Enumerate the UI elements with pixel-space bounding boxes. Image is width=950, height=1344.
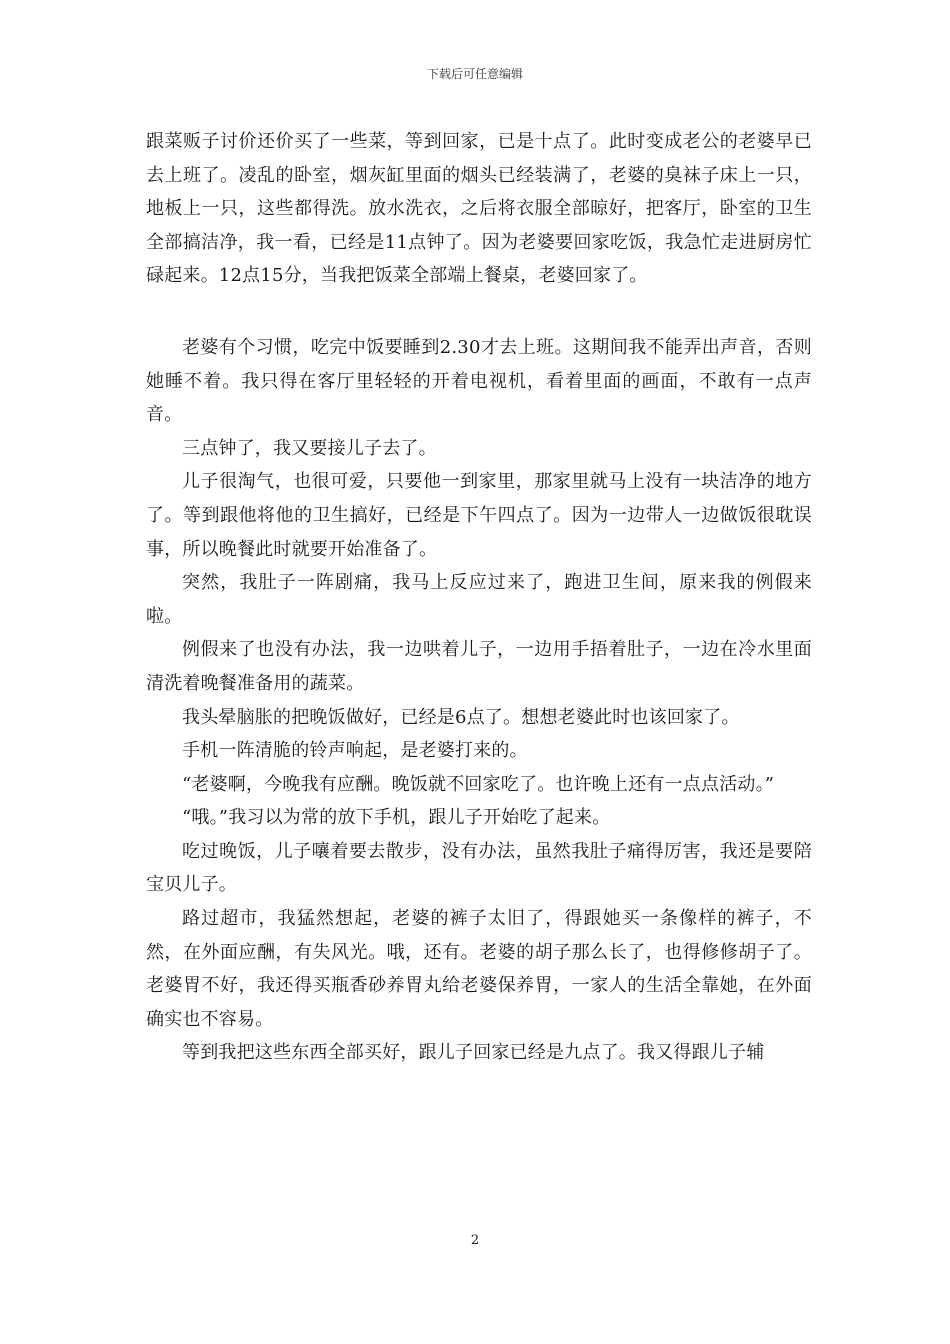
page-header: 下载后可任意编辑 bbox=[426, 67, 523, 81]
paragraph: 等到我把这些东西全部买好，跟儿子回家已经是九点了。我又得跟儿子辅 bbox=[182, 1042, 765, 1064]
paragraph: 儿子很淘气，也很可爱，只要他一到家里，那家里就马上没有一块洁净的地方了。等到跟他将他的卫生搞好，已经是下午四点了。因为一边带人一边做饭很耽误事，所以晚餐此时就要开始准备了。 bbox=[146, 471, 812, 560]
paragraph: 路过超市，我猛然想起，老婆的裤子太旧了，得跟她买一条像样的裤子，不然，在外面应酬，有失风光。哦，还有。老婆的胡子那么长了，也得修修胡子了。老婆胃不好，我还得买瓶香砂养胃丸给老婆保养胃，一家人的生活全靠她，在外面确实也不容易。 bbox=[146, 908, 812, 1030]
paragraph: 突然，我肚子一阵剧痛，我马上反应过来了，跑进卫生间，原来我的例假来啦。 bbox=[146, 572, 812, 627]
paragraph: 三点钟了，我又要接儿子去了。 bbox=[182, 437, 437, 459]
paragraph: 跟菜贩子讨价还价买了一些菜，等到回家，已是十点了。此时变成老公的老婆早已去上班了。凌乱的卧室，烟灰缸里面的烟头已经装满了，老婆的臭袜子床上一只，地板上一只，这些都得洗。放水洗衣，之后将衣服全部晾好，把客厅，卧室的卫生全部搞洁净，我一看，已经是11点钟了。因为老婆要回家吃饭，我急忙走进厨房忙碌起来。12点15分，当我把饭菜全部端上餐桌，老婆回家了。 bbox=[146, 131, 812, 287]
paragraph: 我头晕脑胀的把晚饭做好，已经是6点了。想想老婆此时也该回家了。 bbox=[182, 706, 740, 728]
paragraph-gap bbox=[146, 293, 812, 331]
paragraph: 吃过晚饭，儿子嚷着要去散步，没有办法，虽然我肚子痛得厉害，我还是要陪宝贝儿子。 bbox=[146, 840, 812, 896]
paragraph: “老婆啊，今晚我有应酬。晚饭就不回家吃了。也许晚上还有一点点活动。” bbox=[182, 773, 775, 795]
paragraph: 手机一阵清脆的铃声响起，是老婆打来的。 bbox=[182, 740, 528, 762]
paragraph: 老婆有个习惯，吃完中饭要睡到2.30才去上班。这期间我不能弄出声音，否则她睡不着。我只得在客厅里轻轻的开着电视机，看着里面的画面，不敢有一点声音。 bbox=[146, 336, 812, 426]
paragraph: 例假来了也没有办法，我一边哄着儿子，一边用手捂着肚子，一边在冷水里面清洗着晚餐准备用的蔬菜。 bbox=[146, 639, 812, 694]
paragraph: “哦。”我习以为常的放下手机，跟儿子开始吃了起来。 bbox=[182, 807, 611, 829]
page-number: 2 bbox=[470, 1233, 480, 1248]
document-body bbox=[146, 125, 812, 1070]
